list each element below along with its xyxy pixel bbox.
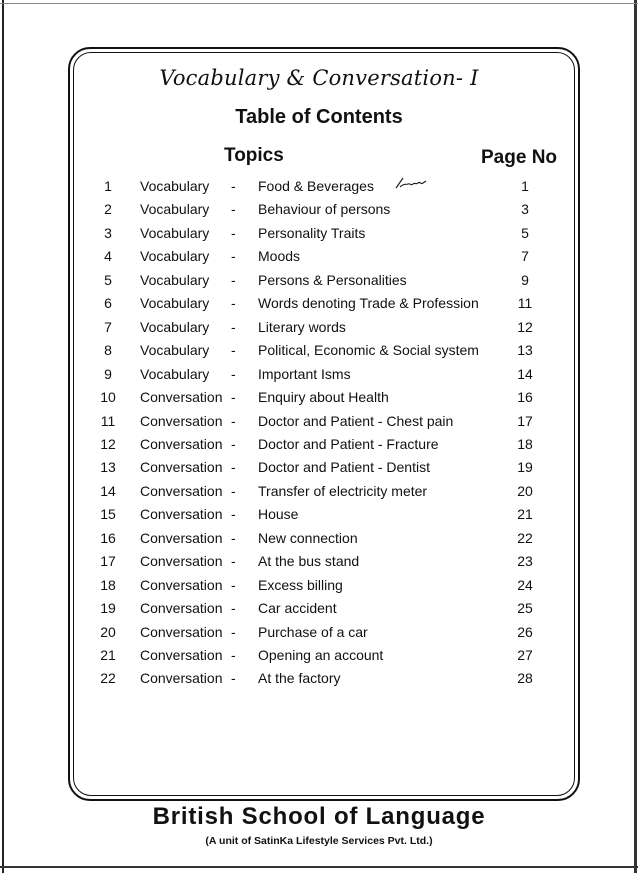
toc-row-page: 19 [517, 459, 533, 476]
toc-row-page: 5 [521, 224, 529, 241]
toc-row-number: 11 [100, 412, 116, 429]
toc-row-category: Vocabulary [140, 201, 210, 218]
toc-row-dash: - [231, 435, 236, 452]
toc-row-number: 9 [104, 365, 112, 382]
toc-row-page: 13 [517, 342, 533, 359]
toc-row-dash: - [231, 459, 236, 476]
toc-row-dash: - [231, 201, 236, 218]
toc-row-number: 1 [104, 178, 112, 194]
toc-row [0, 339, 638, 362]
toc-row-dash: - [231, 295, 236, 312]
toc-row-page: 26 [517, 623, 533, 640]
toc-row [0, 527, 638, 550]
toc-row [0, 245, 638, 268]
toc-row-topic: New connection [258, 529, 358, 546]
toc-row-category: Conversation [140, 506, 223, 523]
toc-row [0, 386, 638, 409]
toc-row-topic: Enquiry about Health [258, 389, 389, 406]
toc-row-category: Conversation [140, 529, 223, 546]
handwritten-scribble-icon [394, 175, 428, 191]
toc-row-category: Conversation [140, 482, 223, 499]
toc-row-topic: Persons & Personalities [258, 271, 407, 288]
toc-row-topic: Excess billing [258, 576, 343, 593]
toc-row-number: 20 [100, 623, 116, 640]
toc-row-category: Vocabulary [140, 295, 210, 312]
toc-row [0, 175, 638, 198]
toc-row-category: Conversation [140, 576, 223, 593]
toc-row-category: Conversation [140, 647, 223, 663]
toc-row-page: 16 [517, 389, 533, 406]
toc-row-dash: - [231, 647, 236, 663]
toc-row-category: Conversation [140, 600, 223, 617]
toc-row-category: Conversation [140, 623, 223, 640]
toc-row [0, 597, 638, 620]
toc-row-page: 20 [517, 482, 533, 499]
toc-row-number: 18 [100, 576, 116, 593]
toc-row [0, 292, 638, 315]
toc-row-dash: - [231, 318, 236, 335]
toc-row-dash: - [231, 600, 236, 617]
toc-row-dash: - [231, 342, 236, 359]
column-header-page-no: Page No [481, 147, 558, 168]
toc-row-page: 1 [521, 178, 529, 194]
toc-row [0, 667, 638, 690]
toc-row-number: 22 [100, 670, 116, 687]
toc-row [0, 550, 638, 573]
toc-row-dash: - [231, 365, 236, 382]
toc-row-page: 27 [517, 647, 533, 663]
toc-row-number: 19 [100, 600, 116, 617]
toc-row-dash: - [231, 412, 236, 429]
toc-row-topic: Behaviour of persons [258, 201, 391, 218]
toc-row-number: 2 [104, 201, 112, 218]
toc-row-category: Vocabulary [140, 342, 210, 359]
toc-row [0, 316, 638, 339]
toc-row [0, 222, 638, 245]
toc-row-category: Conversation [140, 459, 223, 476]
toc-row-category: Conversation [140, 670, 223, 687]
toc-row-page: 28 [517, 670, 533, 687]
toc-row-number: 10 [100, 389, 116, 406]
toc-row-page: 23 [517, 553, 533, 570]
toc-row [0, 503, 638, 526]
page-bottom-edge [0, 866, 638, 868]
toc-row-topic: Personality Traits [258, 224, 366, 241]
toc-row-category: Vocabulary [140, 365, 210, 382]
toc-row-number: 5 [104, 271, 112, 288]
toc-row-category: Vocabulary [140, 271, 210, 288]
toc-row-category: Conversation [140, 412, 223, 429]
toc-row-category: Conversation [140, 435, 223, 452]
toc-row-dash: - [231, 389, 236, 406]
toc-row [0, 644, 638, 667]
toc-row-topic: Opening an account [258, 647, 384, 663]
toc-row-number: 12 [100, 435, 116, 452]
toc-row-page: 9 [521, 271, 529, 288]
toc-row-dash: - [231, 553, 236, 570]
toc-row [0, 574, 638, 597]
footer-subtitle: (A unit of SatinKa Lifestyle Services Pvt. Ltd.) [205, 835, 433, 847]
toc-row-topic: Political, Economic & Social system [258, 342, 479, 359]
toc-row-dash: - [231, 482, 236, 499]
toc-row-page: 21 [517, 506, 533, 523]
toc-row-number: 6 [104, 295, 112, 312]
toc-row-page: 3 [521, 201, 529, 218]
toc-row [0, 456, 638, 479]
toc-row-category: Vocabulary [140, 248, 210, 265]
column-header-topics: Topics [224, 145, 284, 166]
toc-row-page: 22 [517, 529, 533, 546]
toc-row-page: 24 [517, 576, 533, 593]
toc-row-topic: At the bus stand [258, 553, 360, 570]
toc-row-number: 7 [104, 318, 112, 335]
toc-row-number: 16 [100, 529, 116, 546]
toc-row-topic: At the factory [258, 670, 341, 687]
toc-row-page: 25 [517, 600, 533, 617]
toc-row-number: 4 [104, 248, 112, 265]
toc-row-dash: - [231, 670, 236, 687]
toc-row-dash: - [231, 178, 236, 194]
toc-row-topic: Doctor and Patient - Dentist [258, 459, 430, 476]
toc-row-topic: Food & Beverages [258, 178, 374, 194]
toc-row-number: 8 [104, 342, 112, 359]
toc-row-number: 17 [100, 553, 116, 570]
toc-row-page: 7 [521, 248, 529, 265]
toc-row-topic: Important Isms [258, 365, 351, 382]
toc-row-topic: Doctor and Patient - Fracture [258, 435, 439, 452]
script-title: Vocabulary & Conversation- I [159, 66, 479, 90]
toc-row [0, 410, 638, 433]
toc-row-topic: Literary words [258, 318, 346, 335]
toc-row [0, 269, 638, 292]
toc-row-dash: - [231, 506, 236, 523]
toc-row-page: 11 [517, 295, 533, 312]
toc-row-topic: Words denoting Trade & Profession [258, 295, 479, 312]
toc-row-page: 14 [517, 365, 533, 382]
toc-row [0, 621, 638, 644]
toc-row-dash: - [231, 248, 236, 265]
toc-row-category: Vocabulary [140, 224, 210, 241]
toc-row-topic: Car accident [258, 600, 337, 617]
toc-row-topic: Moods [258, 248, 301, 265]
toc-row-category: Vocabulary [140, 178, 210, 194]
toc-row-page: 17 [517, 412, 533, 429]
toc-row [0, 433, 638, 456]
toc-row-category: Conversation [140, 389, 223, 406]
toc-row-dash: - [231, 271, 236, 288]
toc-row-category: Conversation [140, 553, 223, 570]
toc-row-topic: House [258, 506, 299, 523]
page-top-edge [0, 3, 638, 4]
page-title: Table of Contents [235, 106, 403, 128]
toc-row-number: 14 [100, 482, 116, 499]
toc-row-topic: Purchase of a car [258, 623, 368, 640]
toc-row-dash: - [231, 529, 236, 546]
toc-row-topic: Transfer of electricity meter [258, 482, 428, 499]
toc-row-dash: - [231, 576, 236, 593]
toc-row-page: 12 [517, 318, 533, 335]
toc-row-number: 13 [100, 459, 116, 476]
toc-row [0, 363, 638, 386]
toc-row-dash: - [231, 623, 236, 640]
toc-row-number: 21 [100, 647, 116, 663]
toc-row [0, 198, 638, 221]
footer-school-name: British School of Language [152, 803, 486, 830]
toc-row-page: 18 [517, 435, 533, 452]
toc-row-topic: Doctor and Patient - Chest pain [258, 412, 454, 429]
toc-row-dash: - [231, 224, 236, 241]
toc-row [0, 480, 638, 503]
toc-row-number: 15 [100, 506, 116, 523]
toc-row-number: 3 [104, 224, 112, 241]
toc-row-category: Vocabulary [140, 318, 210, 335]
